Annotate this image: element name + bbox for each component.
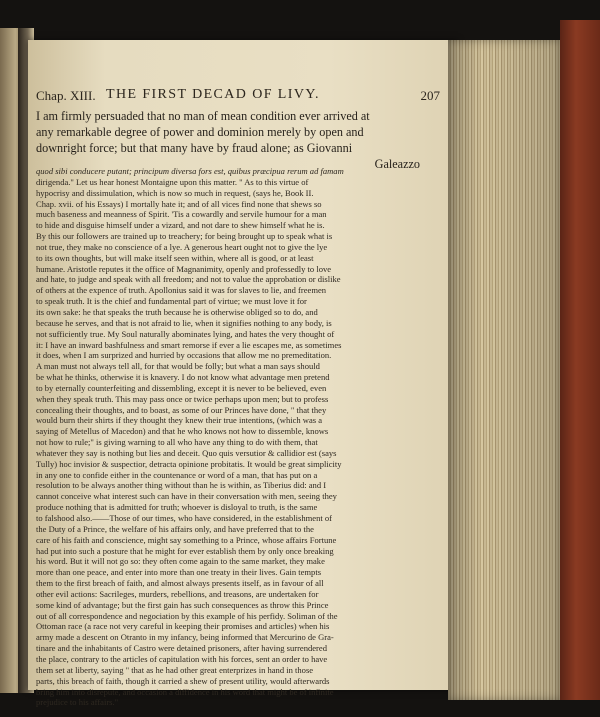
- main-text-line: I am firmly persuaded that no man of mean condition ever arrived at: [36, 109, 370, 123]
- footnote-line: A man must not always tell all, for that would be folly; but what a man says should: [36, 361, 320, 372]
- footnote-line: humane. Aristotle reputes it the office of Magnanimity, openly and professedly to love: [36, 263, 332, 274]
- footnote-line: saying of Metellus of Macedon) and that he who knows not how to dissemble, knows: [36, 426, 329, 437]
- footnote-line: some kind of advantage; but the first gain has such consequences as throw this Prince: [36, 599, 329, 610]
- footnote-line: much baseness and meanness of Spirit. 'Tis a cowardly and servile humour for a man: [36, 209, 327, 220]
- catchword: Galeazzo: [374, 157, 420, 171]
- main-text: [36, 108, 434, 172]
- footnote-text: [36, 166, 436, 708]
- footnote-line: more than one peace, and enter into more than one treaty in their lives. Gain tempts: [36, 567, 322, 578]
- footnote-line: dirigenda." Let us hear honest Montaigne upon this matter. " As to this virtue of: [36, 176, 309, 187]
- footnote-line: out of all correspondence and negociation by this example of his perfidy. Soliman of the: [36, 610, 338, 621]
- footnote-line: his word. But it will not go so: they often come again to the same market, they make: [36, 556, 325, 567]
- footnote-line: parts, this breach of faith, though it carried a shew of present utility, would afterwards: [36, 675, 330, 686]
- footnote-line: them to the first breach of faith, and almost always presents itself, as in favour of all: [36, 578, 324, 589]
- book-cover: [560, 20, 600, 700]
- page-edges-shadow: [448, 40, 560, 700]
- footnote-line: army made a descent on Otranto in my infancy, being informed that Mercurino de Gra-: [36, 632, 334, 643]
- footnote-line: be what he thinks, otherwise it is knavery. I do not know what advantage men pretend: [36, 372, 330, 383]
- footnote-line: had put into such a posture that he might for ever establish them by only once breaking: [36, 545, 334, 556]
- footnote-line: to speak truth. It is the chief and fundamental part of virtue; we must love it for: [36, 296, 307, 307]
- footnote-line: Tully) hoc invisior & suspectior, detracta opinione probitatis. It would be great simplicity: [36, 458, 342, 469]
- main-text-line: any remarkable degree of power and dominion merely by open and: [36, 125, 364, 139]
- footnote-line: to its own thoughts, but will make itself seen within, where all is good, or at least: [36, 252, 314, 263]
- footnote-line: resolution to be always another thing without than he is within, as Tiberius did: and I: [36, 480, 327, 491]
- footnote-line: tinare and the inhabitants of Castro were detained prisoners, after having surrendered: [36, 643, 327, 654]
- footnote-line: produce nothing that is admitted for truth; whoever is disloyal to truth, is the same: [36, 502, 318, 513]
- footnote-line: other evil actions: Sacrileges, murders, rebellions, and treasons, are undertaken for: [36, 588, 319, 599]
- footnote-line: not how to rule;" is giving warning to all who have any thing to do with them, that: [36, 437, 318, 448]
- footnote-line: hypocrisy and dissimulation, which is now so much in request, (says he, Book II.: [36, 187, 314, 198]
- footnote-line: it does, when I am surprized and hurried by occasions that allow me no premeditation.: [36, 350, 332, 361]
- footnote-line: would burn their shirts if they thought they knew their true intentions, (which was a: [36, 415, 323, 426]
- footnote-line: when they speak truth. This may pass once or twice perhaps upon men; but to profess: [36, 393, 329, 404]
- page-number: 207: [420, 88, 440, 103]
- chapter-label: Chap. XIII.: [36, 88, 96, 103]
- footnote-line: care of his faith and conscience, might say something to a Prince, whose affairs Fortune: [36, 534, 337, 545]
- footnote-line: Chap. xvii. of his Essays) I mortally hate it; and of all vices find none that shews so: [36, 198, 322, 209]
- footnote-line: to by eternally counterfeiting and dissembling, except it is never to be believed, even: [36, 382, 327, 393]
- footnote-line: prejudice to his affairs.": [36, 697, 119, 708]
- footnote-line: quod sibi conducere putant; principum diversa fors est, quibus præcipua rerum ad famam: [36, 166, 344, 176]
- footnote-line: them set at liberty, saying " that as he had other great enterprizes in hand in those: [36, 664, 314, 675]
- footnote-line: to hide and disguise himself under a vizard, and not dare to shew himself what he is.: [36, 220, 325, 231]
- footnote-line: to falshood also.——Those of our times, who have considered, in the establishment of: [36, 513, 332, 523]
- footnote-line: of others at the expence of truth. Apollonius said it was for slaves to lie, and freemen: [36, 285, 327, 296]
- footnote-line: and hate, to judge and speak with all freedom; and not to value the approbation or dislike: [36, 274, 341, 285]
- footnote-line: in any one to confide either in the countenance or word of a man, that has put on a: [36, 469, 318, 480]
- footnote-line: whatever they say is nothing but lies and deceit. Quo quis versutior & callidior est (says: [36, 447, 337, 458]
- footnote-line: the Duty of a Prince, the welfare of his affairs only, and have preferred that to the: [36, 523, 314, 534]
- book-title: THE FIRST DECAD OF LIVY.: [106, 87, 320, 102]
- footnote-line: By this our followers are trained up to treachery; for being brought up to speak what is: [36, 231, 333, 242]
- footnote-line: bring him into disrepute, and occasion a diffidence in his word that might be of infinite: [36, 686, 334, 697]
- footnote-line: not true, they make no conscience of a lye. A generous heart ought not to give the lye: [36, 241, 328, 252]
- footnote-line: concealing their thoughts, and to boast, as some of our Princes have done, " that they: [36, 404, 327, 415]
- footnote-line: Ottoman race (a race not very careful in keeping their promises and articles) when his: [36, 621, 330, 632]
- footnote-line: cannot conceive what interest such can have in their conversation with men, seeing they: [36, 491, 337, 502]
- footnote-line: not sufficiently true. My Soul naturally abominates lying, and hates the very thought of: [36, 328, 335, 339]
- footnote-line: its own sake: he that speaks the truth because he is otherwise obliged so to do, and: [36, 306, 318, 317]
- footnote-line: because he serves, and that is not afraid to lie, when it signifies nothing to any body, is: [36, 317, 332, 328]
- footnote-line: the place, contrary to the articles of capitulation with his forces, sent an order to have: [36, 653, 328, 664]
- running-header: [36, 87, 440, 108]
- footnote-line: it: I have an inward bashfulness and smart remorse if ever a lie escapes me, as sometimes: [36, 339, 342, 350]
- main-text-line: downright force; but that many have by fraud alone; as Giovanni: [36, 141, 353, 155]
